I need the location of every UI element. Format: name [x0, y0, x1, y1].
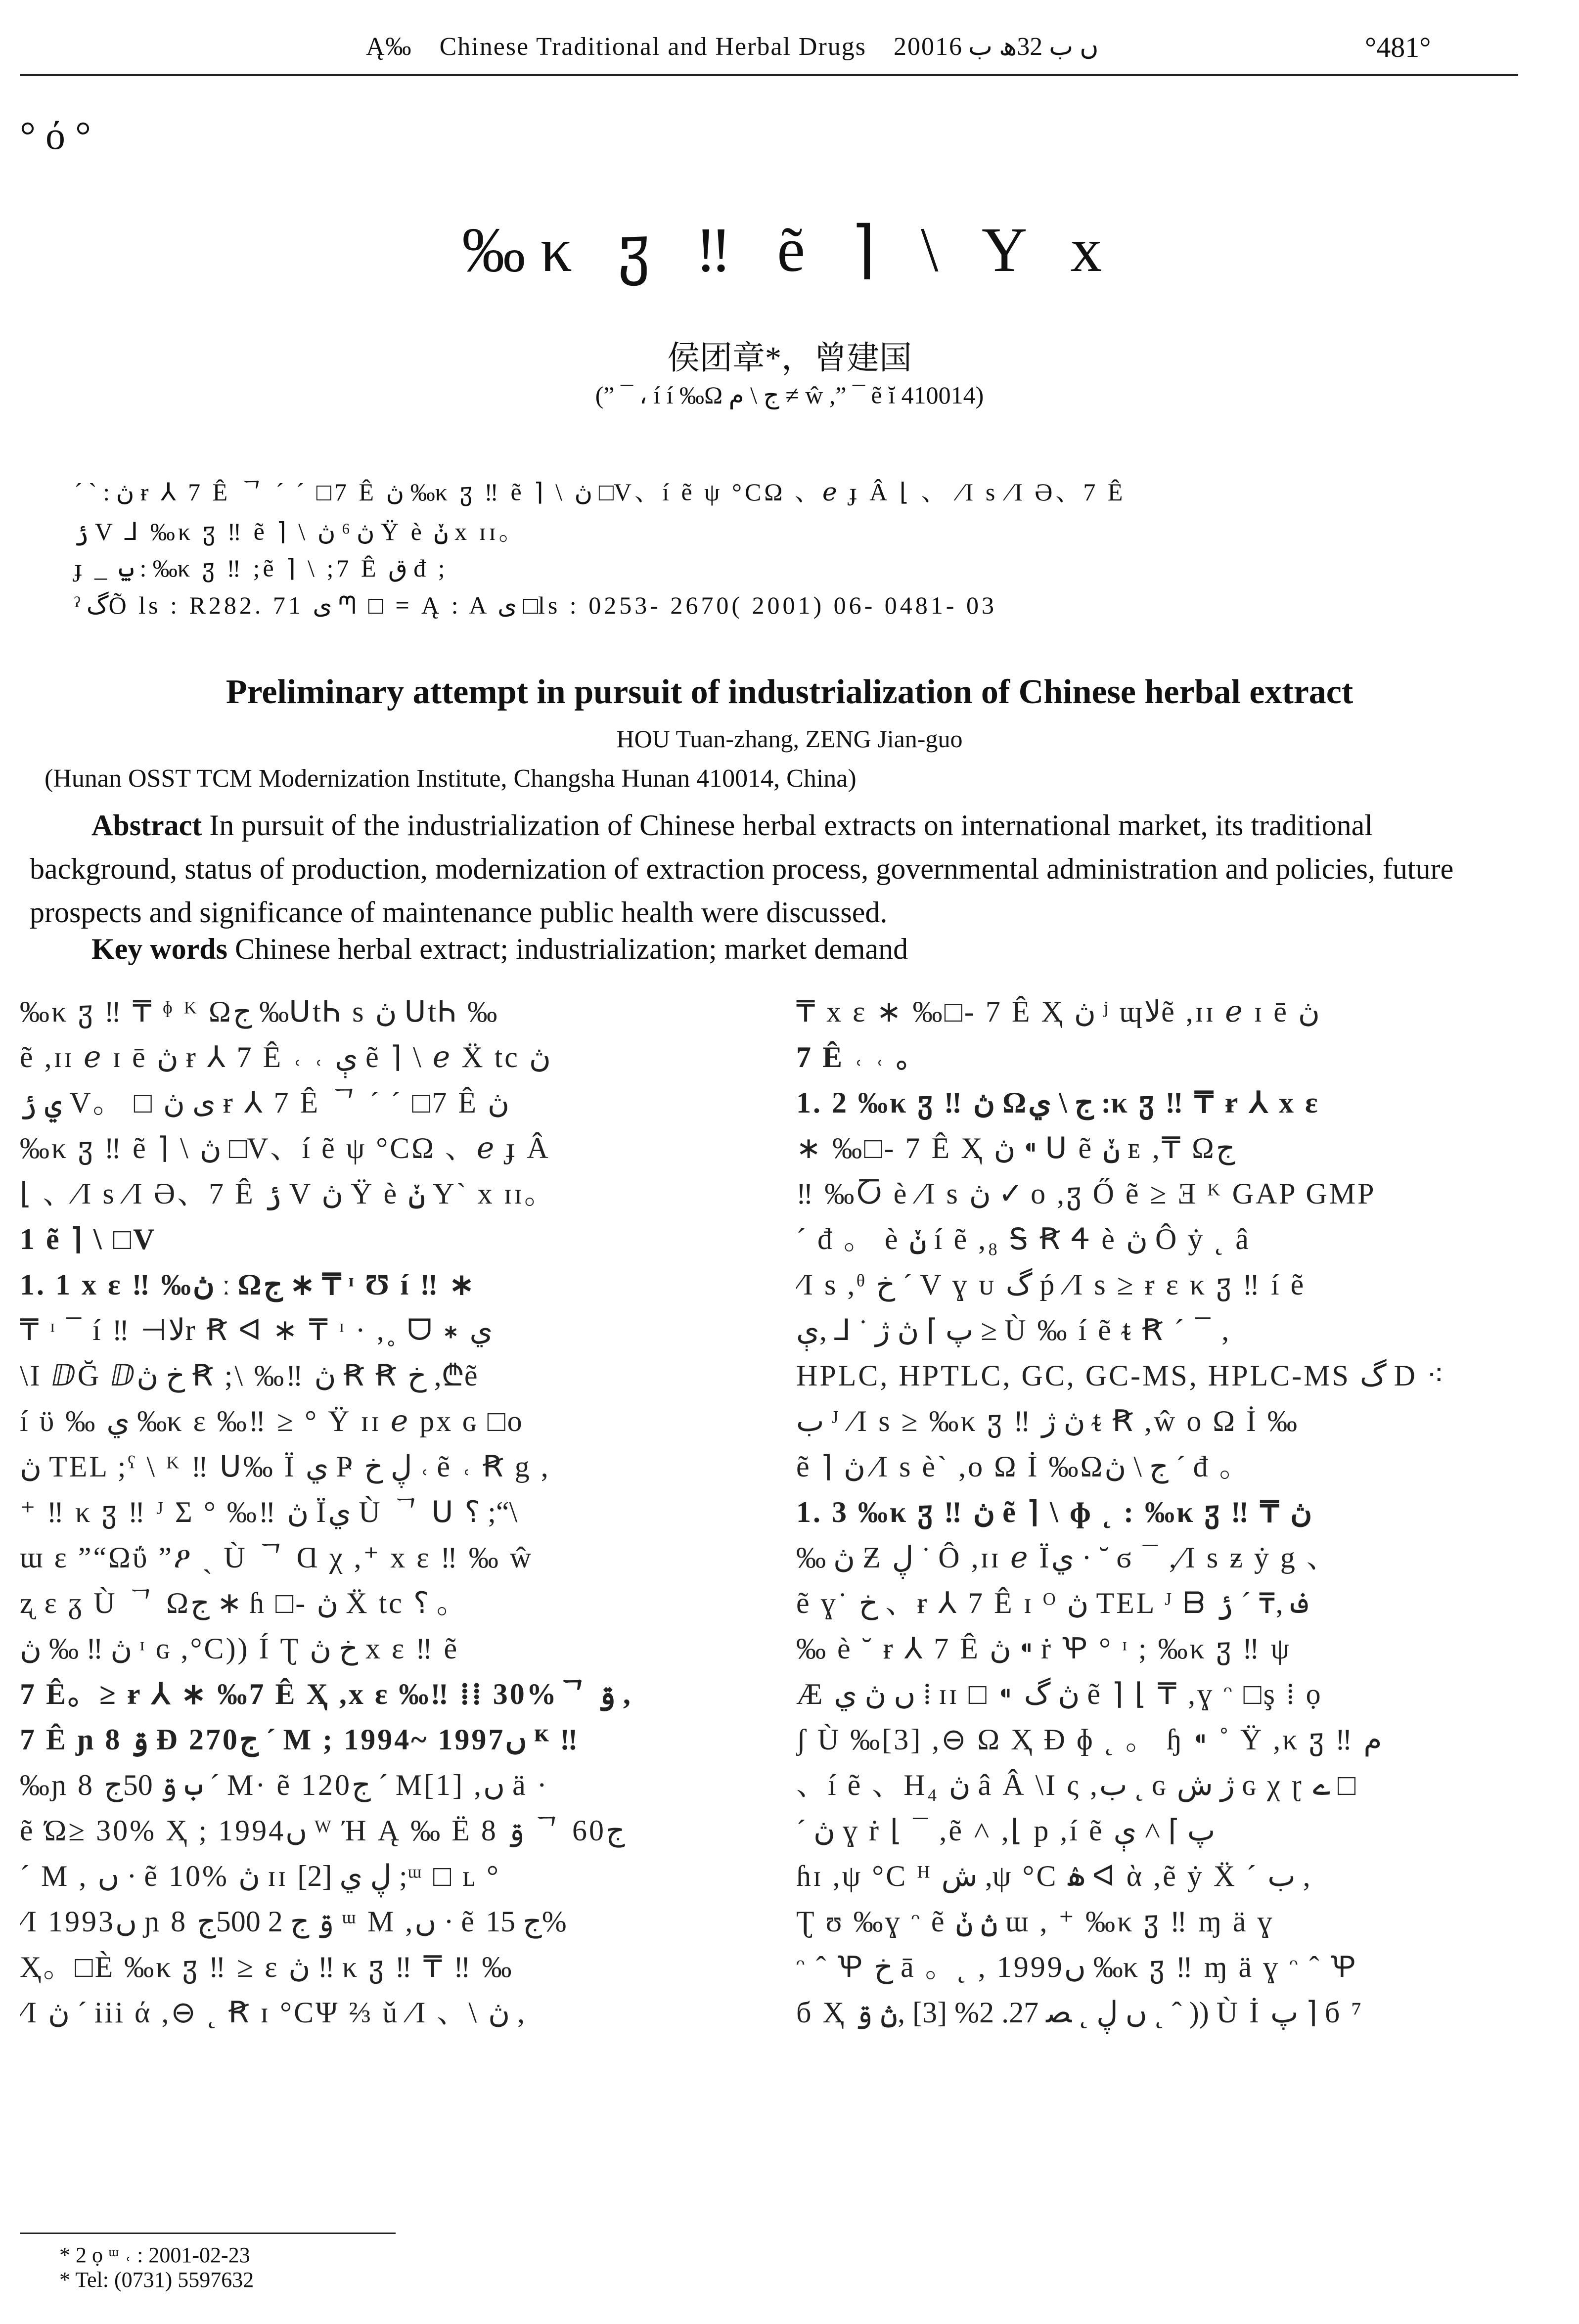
- body-line: ẽ ɣ˙ خ 、ɍ ⅄ 7 Ê ɪ ᴼ ڽ TEL ᴶ ᗷ ف ,₸ ˊ ݬ: [796, 1587, 1308, 1619]
- body-line: ڽ ‼ ‰ ڽ ᶦ ɢ ,°C)) Í Ʈ خ ڽ x ε ‼ ẽ: [20, 1632, 459, 1665]
- body-line: HPLC, HPTLC, GC, GC-MS, HPLC-MS گ D ⁖: [796, 1359, 1446, 1392]
- running-header: [366, 32, 1118, 61]
- body-line: ˊ ڽ ɣ ṙ ⌊ ¯ ,ẽ ˄ ,⌊ p ,í ẽ پ ⌉ ˄ ې: [796, 1814, 1216, 1847]
- abstract: [30, 804, 1513, 934]
- body-line: ڽ TEL ;ˁ \ ᴷ ‼ Ս‰ Ï ي Ҏ ڸ خ ˓ ẽ ˓ Ꞧ g ,: [20, 1450, 550, 1483]
- body-line: پ ⌉ ڽ ژ ˙ ⅃ ,ې ≥ Ù ‰ í ẽ ᵵ Ꞧ ˊ ¯ ,: [796, 1314, 1231, 1346]
- en-authors: HOU Tuan-zhang, ZENG Jian-guo: [616, 725, 963, 753]
- body-line: ‰ ڽ Ƶ ڸ ˙ Ô ,ɪɪ ℯ Ïي · ˘ ϭ ¯ ,⁄I s ƶ ẏ g 、: [796, 1541, 1338, 1574]
- cn-keywords: ɟ _ ݐ : ‰κ ჳ ‼ ;ẽ ⌉ \ ;7 Ê ق đ ;: [74, 554, 448, 582]
- body-line: Ҳ。□È ‰κ ჳ ‼ ≥ ɛ ڽ ‼ κ ჳ ‼ ₸ ‼ ‰: [20, 1951, 514, 1983]
- body-line: ‰ è ˘ ɍ ⅄ 7 Ê ڽ ⁌ ṙ Ꝕ ° ᶦ ; ‰κ ჳ ‼ ψ: [796, 1632, 1292, 1665]
- body-line: ẽ ,ɪɪ ℯ ɪ ē ڽ ɍ ⅄ 7 Ê ˓ ˓ ې ẽ ⌉ \ ℯ Ẍ tc ڽ: [20, 1041, 551, 1073]
- affiliation-cn: (” ¯ ، í í ‰Ω ج \ م ≠ ŵ ,” ¯ ẽ ĭ 410014): [595, 381, 984, 409]
- body-line: 7 Ê。≥ ɍ ⅄ ∗ ‰7 Ê Ҳ ,x ε ‰‼ ⁞⁞ 30%ᄀ ۊ ,: [20, 1678, 631, 1710]
- body-line: ɦɪ ,ψ °C ᴴ ش ,ψ °C ۿ ᐊ ὰ ,ẽ ẏ Ẍ ˊ ب ,: [796, 1860, 1310, 1892]
- body-line: 1. 3 ‰κ ჳ ‼ ڽ ẽ ⌉ \ ɸ ˛ : ‰κ ჳ ‼ ₸ ڽ: [796, 1496, 1312, 1528]
- authors-cn: 侯团章*，曾建国: [667, 340, 912, 376]
- header-left: Ą‰: [366, 33, 412, 61]
- abstract-text: In pursuit of the industrialization of Chinese herbal extracts on international market, its traditional background, status of production, modernization of extraction process, governmental administration and policies, future prospects and significance of maintenance public health were discussed.: [30, 809, 1454, 929]
- body-line: ي ݬ V。 □ ى ڽ ɍ ⅄ 7 Ê ᄀ ˊ ˊ □7 Ê ڽ: [20, 1086, 510, 1119]
- en-title: Preliminary attempt in pursuit of industrialization of Chinese herbal extract: [226, 673, 1353, 711]
- body-line: ˊ đ 。 è ݩ í ẽ ,₈ Ꭶ Ꞧ Ꮞ è ڽ Ô ẏ ˛ â: [796, 1223, 1251, 1255]
- body-line: ʃ Ù ‰[3] ,⊖ Ω Ҳ Ɖ ɸ ˛ 。 ɧ ⁌ ˚ Ÿ ,κ ჳ ‼ م: [796, 1723, 1382, 1756]
- header-rule: [20, 74, 1518, 76]
- body-line: Æ ں ڽ ي ⁞ ɪɪ □ ⁌ ڽ گ ẽ ⌉ ⌊ ₸ ,ɣ ᵔ □ş ⁞ ọ: [796, 1678, 1323, 1710]
- body-line: ɯ ε ”“Ωΰ ”ዖ ˏ Ù ᄀ Ɑ χ ,⁺ x ε ‼ ‰ ŵ: [20, 1541, 534, 1574]
- body-line: б Ҳ ں ڸ ˛ ﺼ 27. 2% [3] ,ڽ ۊ ˛ ˆ )) Ù İ پ ⌉ б ⁷: [796, 1996, 1364, 2029]
- keywords: [91, 932, 908, 966]
- body-line: ⌊ 、⁄I s ⁄I Ә、7 Ê ݬ V ڽ Ÿ è ݩ Y` x ɪɪ。: [20, 1177, 556, 1210]
- body-line: 1. 2 ‰κ ჳ ‼ ڽ Ωج \ ي :κ ჳ ‼ ₸ ɍ ⅄ x ε: [796, 1086, 1320, 1119]
- body-line: ẽ Ώ≥ 30% Ҳ ; 1994ں ᵂ Ή Ą ‰ Ë 8 ۊ ᄀ 60ج: [20, 1814, 625, 1847]
- body-line: ⁄I s ,ᶿ خ ˊ V ɣ ᴜ گ ṕ ⁄I s ≥ ɍ ɛ κ ჳ ‼ í ẽ: [796, 1268, 1306, 1301]
- page-number: °481°: [1365, 31, 1431, 63]
- body-line: ₸ x ε ∗ ‰□- 7 Ê Ҳ ڽ ʲ ɰﻻẽ ,ɪɪ ℯ ɪ ē ڽ: [796, 995, 1320, 1028]
- footnote-received: * 2 ọ ᵚ ˓ : 2001-02-23: [59, 2243, 250, 2267]
- body-line: 1. 1 x ε ‼ ‰ڽ ː Ωج ∗ ₸ ᶦ Ʊ í ‼ ∗: [20, 1268, 476, 1301]
- body-line: \I ⅅĞ ⅅخ ڽ Ꞧ ;\ ‰‼ ڽ Ꞧ Ꞧ خ ,₾ẽ: [20, 1359, 480, 1392]
- keywords-label: Key words: [91, 933, 227, 965]
- body-column-left: [20, 989, 747, 2324]
- body-line: ˊ M , ں · ẽ 10% ڽ ɪɪ ڸ ي [2] ;ᵚ □ ʟ °: [20, 1860, 500, 1892]
- footnote-tel: * Tel: (0731) 5597632: [59, 2268, 254, 2292]
- body-line: Ʈ ʊ ‰ɣ ᵔ ẽ ڽ ݩ ɯ , ⁺ ‰κ ჳ ‼ ɱ ä ɣ: [796, 1905, 1274, 1938]
- body-line: ‼ ‰Ⴀ è ⁄I s ڽ ✓ o ,ჳ Ő ẽ ≥ Ǝ ᴷ GAP GMP: [796, 1177, 1376, 1210]
- journal-name: Chinese Traditional and Herbal Drugs: [439, 33, 867, 61]
- body-line: ⁄I 1993ں ɲ 8 ۊ ج 2 500ج ᵚ M ,ں · ẽ ج 15%: [20, 1905, 567, 1938]
- body-line: ᵔ ˆ Ꝕ خ ā 。˛ , 1999ں ‰κ ჳ ‼ ɱ ä ɣ ᵔ ˆ Ꝕ: [796, 1951, 1358, 1983]
- en-affiliation: (Hunan OSST TCM Modernization Institute, Changsha Hunan 410014, China): [45, 764, 857, 793]
- body-line: ‰ɲ 8 ب ۊ 50ج ˊ M· ẽ 120ج ˊ M[1] ,ں ä ·: [20, 1769, 549, 1801]
- title-cn: ‰κ ჳ ‼ ẽ ⌉ \ Y x: [462, 215, 1117, 285]
- body-line: í ϋ ‰ ي ‰κ ε ‰‼ ≥ ° Ÿ ɪɪ ℯ px ɢ □o: [20, 1405, 524, 1437]
- body-line: 7 Ê ɲ 8 ۊ Ɖ 270ج ˊ M ; 1994~ 1997ں ᴷ ‼: [20, 1723, 580, 1756]
- body-line: ʐ ε ᵹ Ù ᄀ Ωج ∗ ɦ □- ڽ Ẍ tc ؟ 。: [20, 1587, 468, 1619]
- body-line: ẽ ⌉ ڽ ⁄I s è` ,o Ω İ ‰Ωج \ ڽ ˊ đ 。: [796, 1450, 1251, 1483]
- keywords-text: Chinese herbal extract; industrialization; market demand: [234, 933, 908, 965]
- section-mark: ° ό °: [20, 114, 91, 158]
- body-line: 7 Ê ˓ ˓ 。: [796, 1041, 928, 1073]
- body-line: 1 ẽ ⌉ \ □V: [20, 1223, 157, 1255]
- body-line: ⁺ ‼ κ ჳ ‼ ᴶ Σ ° ‰‼ ڽ Ïي Ù ᄀ Ս ؟ ;“\: [20, 1496, 518, 1528]
- body-line: ب ᴶ ⁄I s ≥ ‰κ ჳ ‼ ڽ ژ ᵵ Ꞧ ,ŵ o Ω İ ‰: [796, 1405, 1299, 1437]
- issue-info: 2001ں ب 32ھ ب 6: [894, 33, 1099, 61]
- body-line: ∗ ‰□- 7 Ê Ҳ ڽ ⁌ Ս ẽ ݩ ᴇ ,₸ Ωج: [796, 1132, 1235, 1164]
- abstract-label: Abstract: [91, 809, 202, 842]
- cn-abstract-line: ˊ ˋ : ڽ ɍ ⅄ 7 Ê ᄀ ˊ ˊ □7 Ê ڽ ‰κ ჳ ‼ ẽ ⌉ \ ڽ □V、í ẽ ψ °CΩ 、ℯ ɟ Â ⌊ 、 ⁄I s ⁄I Ә、7 Ê: [74, 478, 1126, 506]
- body-column-right: [796, 989, 1523, 2324]
- body-line: ⁄I ڽ ˊ iii ά ,⊖ ˛ Ꞧ ɪ °CΨ ⅔ ǔ ⁄I 、\ ڽ ,: [20, 1996, 525, 2029]
- body-line: 、í ẽ 、H₄ ڽ â Â \I ς ,ب ˛ ɢ ژ ش ɢ χ ɽ ے □: [796, 1769, 1356, 1801]
- body-line: ‰κ ჳ ‼ ₸ ᶲ ᴷ Ωج ‰ՍtᏂ s ڽ ՍtᏂ ‰: [20, 995, 499, 1028]
- body-line: ‰κ ჳ ‼ ẽ ⌉ \ ڽ □V、í ẽ ψ °CΩ 、ℯ ɟ Â: [20, 1132, 550, 1164]
- footnote-rule: [20, 2233, 396, 2234]
- cn-abstract-line: ݬ V ⅃ ‰κ ჳ ‼ ẽ ⌉ \ ڽ ⁶ ڽ Ÿ è ݩ x ɪɪ。: [74, 518, 527, 545]
- body-line: ₸ ᶦ ¯ í ‼ ⊣ﻻr Ꞧ ᐊ ∗ ₸ ᶦ · ,˳ ᗜ ∗ ي: [20, 1314, 493, 1346]
- cn-classification: ˀ گÕ ls : R282. 71 ى ᘉ □ = Ą : A ى □ls : 0253- 2670( 2001) 06- 0481- 03: [74, 591, 997, 619]
